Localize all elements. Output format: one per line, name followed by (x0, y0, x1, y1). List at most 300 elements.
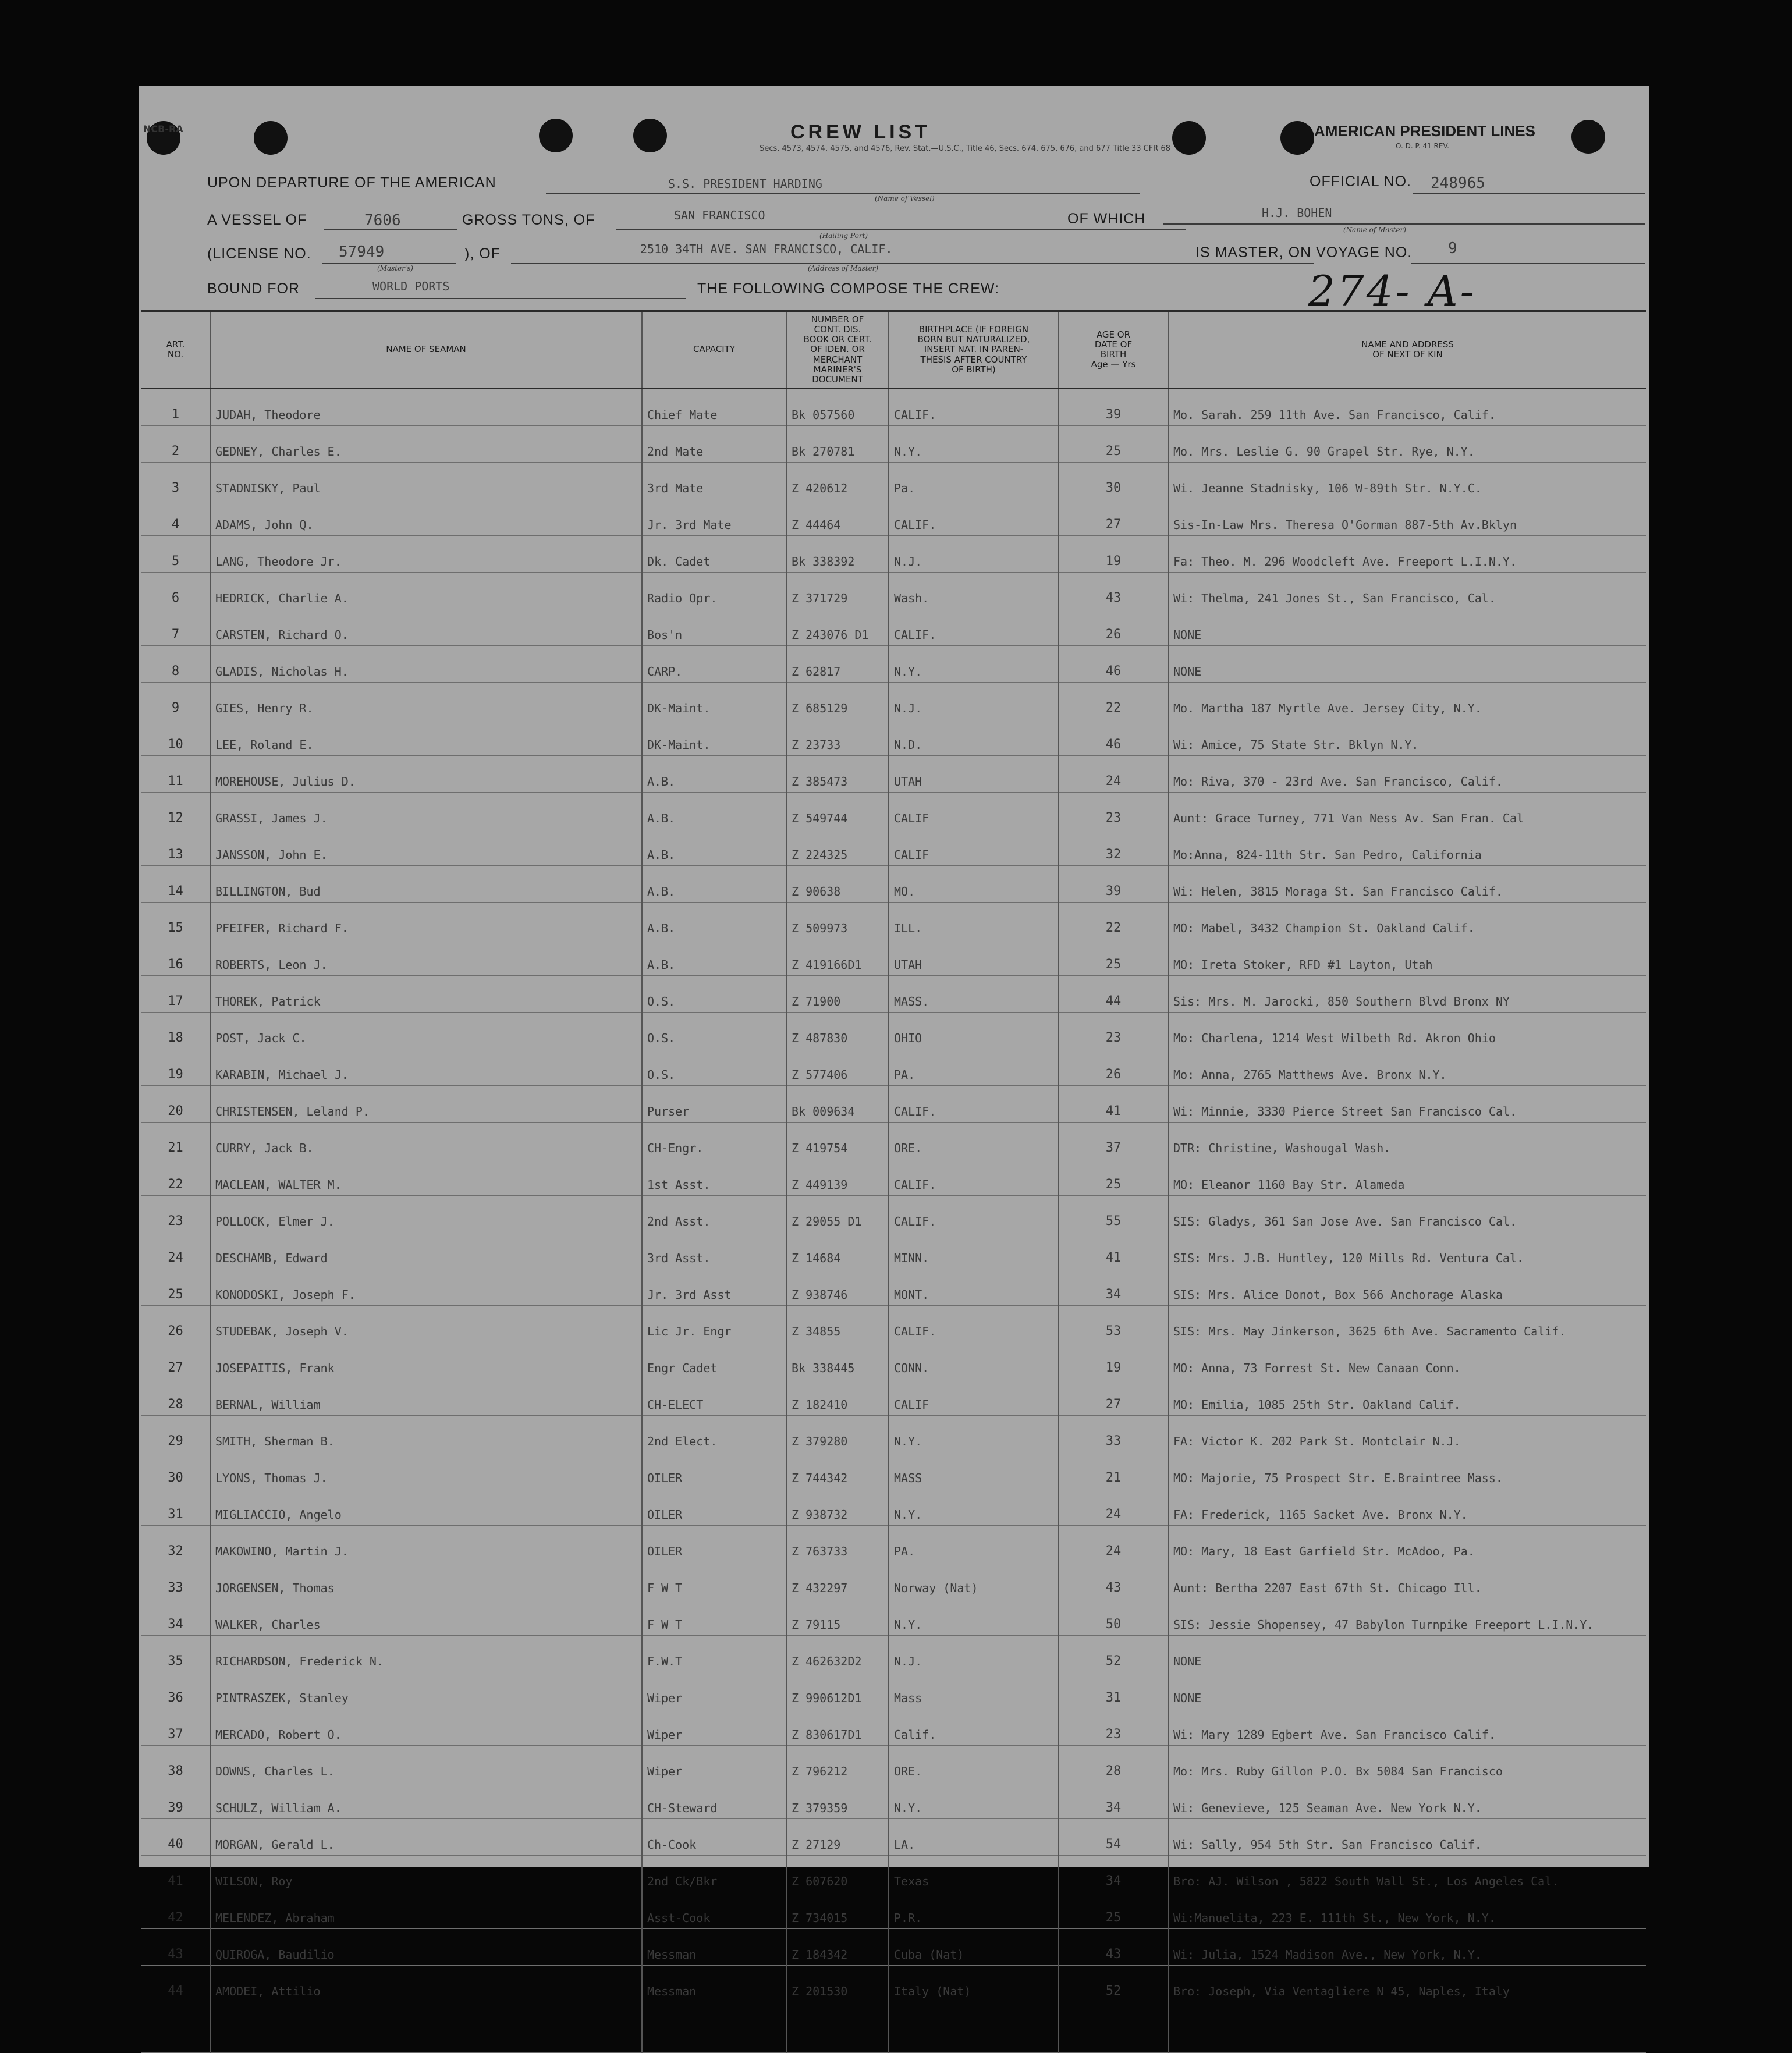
next-of-kin-cell: Mo. Mrs. Leslie G. 90 Grapel Str. Rye, N.Y. (1168, 426, 1646, 463)
age-cell: 19 (1059, 1342, 1168, 1379)
birthplace-cell: N.J. (889, 683, 1059, 719)
table-row (141, 1196, 1646, 1232)
gross-tons: 7606 (364, 212, 401, 229)
capacity-cell: 2nd Mate (642, 426, 786, 463)
capacity-cell: CARP. (642, 646, 786, 683)
birthplace-cell: N.Y. (889, 1599, 1059, 1636)
birthplace-cell: Norway (Nat) (889, 1562, 1059, 1599)
table-header-row (141, 311, 1646, 389)
art-no-cell: 13 (141, 829, 210, 866)
age-cell: 37 (1059, 1123, 1168, 1159)
age-cell: 30 (1059, 463, 1168, 499)
art-no-cell: 17 (141, 976, 210, 1013)
art-no-cell: 12 (141, 793, 210, 829)
document-number-cell: Z 830617D1 (786, 1709, 889, 1746)
art-no-cell: 28 (141, 1379, 210, 1416)
birthplace-cell: Mass (889, 1672, 1059, 1709)
art-no-cell: 4 (141, 499, 210, 536)
next-of-kin-cell: SIS: Jessie Shopensey, 47 Babylon Turnpike Freeport L.I.N.Y. (1168, 1599, 1646, 1636)
table-row (141, 976, 1646, 1013)
capacity-cell: O.S. (642, 1049, 786, 1086)
birthplace-cell: MASS. (889, 976, 1059, 1013)
age-cell: 28 (1059, 1746, 1168, 1782)
next-of-kin-cell: Mo: Riva, 370 - 23rd Ave. San Francisco, Calif. (1168, 756, 1646, 793)
table-row (141, 1123, 1646, 1159)
art-no-cell: 16 (141, 939, 210, 976)
seaman-name-cell: GLADIS, Nicholas H. (210, 646, 642, 683)
capacity-cell: CH-Engr. (642, 1123, 786, 1159)
seaman-name-cell: QUIROGA, Baudilio (210, 1929, 642, 1966)
birthplace-cell: CALIF (889, 829, 1059, 866)
license-caption: (Master's) (377, 264, 414, 272)
table-row (141, 1636, 1646, 1672)
table-row (141, 939, 1646, 976)
table-row (141, 1929, 1646, 1966)
table-row (141, 1269, 1646, 1306)
license-of-label: ), OF (464, 246, 501, 262)
art-no-cell: 6 (141, 573, 210, 609)
vessel-name: S.S. PRESIDENT HARDING (668, 177, 822, 191)
seaman-name-cell: KARABIN, Michael J. (210, 1049, 642, 1086)
birthplace-cell: CALIF. (889, 1159, 1059, 1196)
age-cell: 52 (1059, 1636, 1168, 1672)
capacity-cell: A.B. (642, 829, 786, 866)
age-cell: 25 (1059, 1892, 1168, 1929)
seaman-name-cell: JORGENSEN, Thomas (210, 1562, 642, 1599)
seaman-name-cell: LYONS, Thomas J. (210, 1452, 642, 1489)
seaman-name-cell: JUDAH, Theodore (210, 389, 642, 426)
birthplace-cell: Texas (889, 1856, 1059, 1892)
document-number-cell: Z 607620 (786, 1856, 889, 1892)
art-no-cell: 34 (141, 1599, 210, 1636)
art-no-cell: 9 (141, 683, 210, 719)
document-number-cell: Z 509973 (786, 903, 889, 939)
seaman-name-cell: POST, Jack C. (210, 1013, 642, 1049)
art-no-cell: 7 (141, 609, 210, 646)
art-no-cell: 2 (141, 426, 210, 463)
birthplace-cell: PA. (889, 1049, 1059, 1086)
capacity-cell: A.B. (642, 793, 786, 829)
age-cell: 43 (1059, 1929, 1168, 1966)
empty-cell (210, 2002, 642, 2053)
next-of-kin-cell: Fa: Theo. M. 296 Woodcleft Ave. Freeport L.I.N.Y. (1168, 536, 1646, 573)
age-cell: 34 (1059, 1269, 1168, 1306)
document-number-cell: Z 577406 (786, 1049, 889, 1086)
table-row (141, 903, 1646, 939)
next-of-kin-cell: Mo. Martha 187 Myrtle Ave. Jersey City, N.Y. (1168, 683, 1646, 719)
capacity-cell: 2nd Ck/Bkr (642, 1856, 786, 1892)
age-cell: 24 (1059, 1489, 1168, 1526)
capacity-cell: Asst-Cook (642, 1892, 786, 1929)
document-number-cell: Z 182410 (786, 1379, 889, 1416)
vessel-name-caption: (Name of Vessel) (875, 194, 935, 203)
next-of-kin-cell: Wi: Julia, 1524 Madison Ave., New York, N.Y. (1168, 1929, 1646, 1966)
art-no-cell: 39 (141, 1782, 210, 1819)
document-number-cell: Z 462632D2 (786, 1636, 889, 1672)
table-row (141, 463, 1646, 499)
capacity-cell: OILER (642, 1489, 786, 1526)
birthplace-cell: N.Y. (889, 646, 1059, 683)
next-of-kin-cell: Mo: Charlena, 1214 West Wilbeth Rd. Akron Ohio (1168, 1013, 1646, 1049)
art-no-cell: 25 (141, 1269, 210, 1306)
art-no-cell: 15 (141, 903, 210, 939)
table-row (141, 1819, 1646, 1856)
seaman-name-cell: POLLOCK, Elmer J. (210, 1196, 642, 1232)
birthplace-cell: N.Y. (889, 1416, 1059, 1452)
capacity-cell: 3rd Mate (642, 463, 786, 499)
birthplace-cell: CALIF. (889, 1196, 1059, 1232)
birthplace-cell: Calif. (889, 1709, 1059, 1746)
crew-table (141, 310, 1646, 2053)
age-cell: 27 (1059, 499, 1168, 536)
art-no-cell: 11 (141, 756, 210, 793)
seaman-name-cell: MAKOWINO, Martin J. (210, 1526, 642, 1562)
birthplace-cell: CALIF. (889, 499, 1059, 536)
birthplace-cell: MONT. (889, 1269, 1059, 1306)
master-name: H.J. BOHEN (1262, 206, 1332, 220)
seaman-name-cell: WALKER, Charles (210, 1599, 642, 1636)
statute-reference: Secs. 4573, 4574, 4575, and 4576, Rev. Stat.—U.S.C., Title 46, Secs. 674, 675, 676, and 677 Title 33 CFR 68 (760, 144, 1170, 153)
age-cell: 31 (1059, 1672, 1168, 1709)
next-of-kin-cell: Wi: Helen, 3815 Moraga St. San Francisco Calif. (1168, 866, 1646, 903)
table-row (141, 536, 1646, 573)
age-cell: 22 (1059, 903, 1168, 939)
col-next-of-kin: NAME AND ADDRESS OF NEXT OF KIN (1168, 311, 1646, 389)
table-row (141, 793, 1646, 829)
next-of-kin-cell: SIS: Mrs. J.B. Huntley, 120 Mills Rd. Ventura Cal. (1168, 1232, 1646, 1269)
document-number-cell: Z 71900 (786, 976, 889, 1013)
capacity-cell: Dk. Cadet (642, 536, 786, 573)
document-number-cell: Z 432297 (786, 1562, 889, 1599)
seaman-name-cell: KONODOSKI, Joseph F. (210, 1269, 642, 1306)
capacity-cell: DK-Maint. (642, 719, 786, 756)
document-number-cell: Bk 338392 (786, 536, 889, 573)
punch-hole (539, 119, 573, 152)
document-number-cell: Bk 057560 (786, 389, 889, 426)
age-cell: 25 (1059, 1159, 1168, 1196)
next-of-kin-cell: Wi: Thelma, 241 Jones St., San Francisco, Cal. (1168, 573, 1646, 609)
table-row (141, 499, 1646, 536)
capacity-cell: F.W.T (642, 1636, 786, 1672)
age-cell: 26 (1059, 1049, 1168, 1086)
art-no-cell: 32 (141, 1526, 210, 1562)
table-row (141, 609, 1646, 646)
birthplace-cell: N.Y. (889, 426, 1059, 463)
art-no-cell: 35 (141, 1636, 210, 1672)
capacity-cell: F W T (642, 1562, 786, 1599)
document-number-cell: Z 23733 (786, 719, 889, 756)
capacity-cell: O.S. (642, 1013, 786, 1049)
capacity-cell: OILER (642, 1452, 786, 1489)
birthplace-cell: ORE. (889, 1123, 1059, 1159)
age-cell: 46 (1059, 719, 1168, 756)
master-address: 2510 34TH AVE. SAN FRANCISCO, CALIF. (640, 242, 893, 256)
seaman-name-cell: MIGLIACCIO, Angelo (210, 1489, 642, 1526)
next-of-kin-cell: Bro: AJ. Wilson , 5822 South Wall St., Los Angeles Cal. (1168, 1856, 1646, 1892)
seaman-name-cell: BILLINGTON, Bud (210, 866, 642, 903)
birthplace-cell: N.Y. (889, 1782, 1059, 1819)
art-no-cell: 1 (141, 389, 210, 426)
next-of-kin-cell: Wi: Amice, 75 State Str. Bklyn N.Y. (1168, 719, 1646, 756)
license-label: (LICENSE NO. (207, 246, 311, 262)
seaman-name-cell: MORGAN, Gerald L. (210, 1819, 642, 1856)
capacity-cell: Jr. 3rd Mate (642, 499, 786, 536)
document-number-cell: Z 734015 (786, 1892, 889, 1929)
next-of-kin-cell: FA: Victor K. 202 Park St. Montclair N.J. (1168, 1416, 1646, 1452)
form-number: NCB-RA (143, 123, 183, 134)
license-no: 57949 (339, 243, 385, 261)
empty-cell (889, 2002, 1059, 2053)
following-compose-label: THE FOLLOWING COMPOSE THE CREW: (697, 280, 1000, 297)
table-row (141, 1306, 1646, 1342)
official-no-label: OFFICIAL NO. (1310, 173, 1411, 190)
next-of-kin-cell: MO: Mabel, 3432 Champion St. Oakland Calif. (1168, 903, 1646, 939)
crew-list-sheet (139, 86, 1649, 1998)
empty-cell (642, 2002, 786, 2053)
col-birthplace: BIRTHPLACE (IF FOREIGN BORN BUT NATURALIZED, INSERT NAT. IN PAREN- THESIS AFTER COUNTRY OF BIRTH) (889, 311, 1059, 389)
birthplace-cell: MASS (889, 1452, 1059, 1489)
voyage-no: 9 (1448, 240, 1457, 257)
art-no-cell: 31 (141, 1489, 210, 1526)
document-number-cell: Z 371729 (786, 573, 889, 609)
birthplace-cell: MO. (889, 866, 1059, 903)
next-of-kin-cell: SIS: Mrs. Alice Donot, Box 566 Anchorage Alaska (1168, 1269, 1646, 1306)
next-of-kin-cell: NONE (1168, 1672, 1646, 1709)
art-no-cell: 33 (141, 1562, 210, 1599)
capacity-cell: 2nd Elect. (642, 1416, 786, 1452)
next-of-kin-cell: Wi: Genevieve, 125 Seaman Ave. New York N.Y. (1168, 1782, 1646, 1819)
empty-cell (1059, 2002, 1168, 2053)
birthplace-cell: UTAH (889, 756, 1059, 793)
birthplace-cell: OHIO (889, 1013, 1059, 1049)
document-number-cell: Z 938746 (786, 1269, 889, 1306)
capacity-cell: A.B. (642, 903, 786, 939)
of-which-label: OF WHICH (1067, 211, 1146, 227)
next-of-kin-cell: NONE (1168, 1636, 1646, 1672)
table-row (141, 1416, 1646, 1452)
upon-departure-label: UPON DEPARTURE OF THE AMERICAN (207, 175, 496, 191)
seaman-name-cell: WILSON, Roy (210, 1856, 642, 1892)
document-number-cell: Z 487830 (786, 1013, 889, 1049)
art-no-cell: 3 (141, 463, 210, 499)
seaman-name-cell: MERCADO, Robert O. (210, 1709, 642, 1746)
capacity-cell: CH-ELECT (642, 1379, 786, 1416)
table-row (141, 756, 1646, 793)
next-of-kin-cell: MO: Majorie, 75 Prospect Str. E.Braintree Mass. (1168, 1452, 1646, 1489)
age-cell: 52 (1059, 1966, 1168, 2002)
age-cell: 24 (1059, 1526, 1168, 1562)
document-number-cell: Z 990612D1 (786, 1672, 889, 1709)
age-cell: 34 (1059, 1782, 1168, 1819)
seaman-name-cell: RICHARDSON, Frederick N. (210, 1636, 642, 1672)
document-number-cell: Z 685129 (786, 683, 889, 719)
table-row (141, 1599, 1646, 1636)
art-no-cell: 23 (141, 1196, 210, 1232)
age-cell: 43 (1059, 1562, 1168, 1599)
age-cell: 26 (1059, 609, 1168, 646)
document-number-cell: Z 34855 (786, 1306, 889, 1342)
seaman-name-cell: MELENDEZ, Abraham (210, 1892, 642, 1929)
capacity-cell: Bos'n (642, 609, 786, 646)
art-no-cell: 38 (141, 1746, 210, 1782)
document-number-cell: Z 420612 (786, 463, 889, 499)
birthplace-cell: CALIF (889, 1379, 1059, 1416)
age-cell: 21 (1059, 1452, 1168, 1489)
document-number-cell: Z 79115 (786, 1599, 889, 1636)
capacity-cell: F W T (642, 1599, 786, 1636)
next-of-kin-cell: MO: Emilia, 1085 25th Str. Oakland Calif. (1168, 1379, 1646, 1416)
age-cell: 41 (1059, 1232, 1168, 1269)
table-row (141, 646, 1646, 683)
table-row (141, 1709, 1646, 1746)
art-no-cell: 40 (141, 1819, 210, 1856)
seaman-name-cell: GIES, Henry R. (210, 683, 642, 719)
art-no-cell: 26 (141, 1306, 210, 1342)
art-no-cell: 42 (141, 1892, 210, 1929)
age-cell: 39 (1059, 866, 1168, 903)
birthplace-cell: Cuba (Nat) (889, 1929, 1059, 1966)
bound-for: WORLD PORTS (372, 279, 450, 293)
capacity-cell: O.S. (642, 976, 786, 1013)
capacity-cell: Wiper (642, 1709, 786, 1746)
document-number-cell: Bk 009634 (786, 1086, 889, 1123)
capacity-cell: Messman (642, 1929, 786, 1966)
age-cell: 41 (1059, 1086, 1168, 1123)
empty-cell (1168, 2002, 1646, 2053)
next-of-kin-cell: MO: Ireta Stoker, RFD #1 Layton, Utah (1168, 939, 1646, 976)
age-cell: 22 (1059, 683, 1168, 719)
table-row (141, 1526, 1646, 1562)
art-no-cell: 10 (141, 719, 210, 756)
seaman-name-cell: DOWNS, Charles L. (210, 1746, 642, 1782)
next-of-kin-cell: Aunt: Bertha 2207 East 67th St. Chicago Ill. (1168, 1562, 1646, 1599)
age-cell: 54 (1059, 1819, 1168, 1856)
next-of-kin-cell: Aunt: Grace Turney, 771 Van Ness Av. San Fran. Cal (1168, 793, 1646, 829)
next-of-kin-cell: NONE (1168, 609, 1646, 646)
document-number-cell: Bk 270781 (786, 426, 889, 463)
seaman-name-cell: SMITH, Sherman B. (210, 1416, 642, 1452)
age-cell: 24 (1059, 756, 1168, 793)
capacity-cell: Ch-Cook (642, 1819, 786, 1856)
art-no-cell: 30 (141, 1452, 210, 1489)
seaman-name-cell: ROBERTS, Leon J. (210, 939, 642, 976)
art-no-cell: 36 (141, 1672, 210, 1709)
birthplace-cell: LA. (889, 1819, 1059, 1856)
age-cell: 33 (1059, 1416, 1168, 1452)
document-title: CREW LIST (790, 121, 931, 143)
birthplace-cell: Italy (Nat) (889, 1966, 1059, 2002)
capacity-cell: DK-Maint. (642, 683, 786, 719)
age-cell: 44 (1059, 976, 1168, 1013)
table-row (141, 426, 1646, 463)
table-row (141, 829, 1646, 866)
capacity-cell: 1st Asst. (642, 1159, 786, 1196)
document-number-cell: Z 763733 (786, 1526, 889, 1562)
bound-for-label: BOUND FOR (207, 280, 300, 297)
next-of-kin-cell: SIS: Gladys, 361 San Jose Ave. San Francisco Cal. (1168, 1196, 1646, 1232)
seaman-name-cell: PFEIFER, Richard F. (210, 903, 642, 939)
seaman-name-cell: CURRY, Jack B. (210, 1123, 642, 1159)
seaman-name-cell: ADAMS, John Q. (210, 499, 642, 536)
col-document: NUMBER OF CONT. DIS. BOOK OR CERT. OF IDEN. OR MERCHANT MARINER'S DOCUMENT (786, 311, 889, 389)
company-name: AMERICAN PRESIDENT LINES (1314, 122, 1535, 140)
birthplace-cell: N.D. (889, 719, 1059, 756)
next-of-kin-cell: Wi: Sally, 954 5th Str. San Francisco Calif. (1168, 1819, 1646, 1856)
age-cell: 43 (1059, 573, 1168, 609)
hailing-port: SAN FRANCISCO (674, 208, 765, 222)
seaman-name-cell: JOSEPAITIS, Frank (210, 1342, 642, 1379)
art-no-cell: 44 (141, 1966, 210, 2002)
seaman-name-cell: GEDNEY, Charles E. (210, 426, 642, 463)
next-of-kin-cell: Mo: Mrs. Ruby Gillon P.O. Bx 5084 San Francisco (1168, 1746, 1646, 1782)
next-of-kin-cell: Mo. Sarah. 259 11th Ave. San Francisco, Calif. (1168, 389, 1646, 426)
document-number-cell: Z 744342 (786, 1452, 889, 1489)
punch-hole (254, 121, 288, 155)
age-cell: 27 (1059, 1379, 1168, 1416)
capacity-cell: Jr. 3rd Asst (642, 1269, 786, 1306)
is-master-label: IS MASTER, ON VOYAGE NO. (1195, 244, 1413, 261)
document-number-cell: Z 938732 (786, 1489, 889, 1526)
art-no-cell: 43 (141, 1929, 210, 1966)
capacity-cell: Engr Cadet (642, 1342, 786, 1379)
handwritten-annotation: 274- A- (1308, 267, 1477, 315)
capacity-cell: OILER (642, 1526, 786, 1562)
birthplace-cell: MINN. (889, 1232, 1059, 1269)
table-row (141, 1452, 1646, 1489)
seaman-name-cell: STADNISKY, Paul (210, 463, 642, 499)
next-of-kin-cell: MO: Anna, 73 Forrest St. New Canaan Conn. (1168, 1342, 1646, 1379)
table-row (141, 1892, 1646, 1929)
art-no-cell: 41 (141, 1856, 210, 1892)
birthplace-cell: Pa. (889, 463, 1059, 499)
table-row (141, 1856, 1646, 1892)
capacity-cell: Chief Mate (642, 389, 786, 426)
age-cell: 46 (1059, 646, 1168, 683)
table-row (141, 1086, 1646, 1123)
art-no-cell: 18 (141, 1013, 210, 1049)
document-number-cell: Z 201530 (786, 1966, 889, 2002)
seaman-name-cell: THOREK, Patrick (210, 976, 642, 1013)
next-of-kin-cell: Mo:Anna, 824-11th Str. San Pedro, California (1168, 829, 1646, 866)
age-cell: 34 (1059, 1856, 1168, 1892)
table-row (141, 866, 1646, 903)
next-of-kin-cell: MO: Eleanor 1160 Bay Str. Alameda (1168, 1159, 1646, 1196)
seaman-name-cell: MACLEAN, WALTER M. (210, 1159, 642, 1196)
next-of-kin-cell: FA: Frederick, 1165 Sacket Ave. Bronx N.Y. (1168, 1489, 1646, 1526)
document-number-cell: Z 14684 (786, 1232, 889, 1269)
art-no-cell: 24 (141, 1232, 210, 1269)
gross-tons-label: GROSS TONS, OF (462, 212, 595, 228)
document-number-cell: Bk 338445 (786, 1342, 889, 1379)
capacity-cell: 3rd Asst. (642, 1232, 786, 1269)
official-no: 248965 (1431, 175, 1485, 192)
birthplace-cell: CALIF. (889, 389, 1059, 426)
a-vessel-of-label: A VESSEL OF (207, 212, 307, 228)
next-of-kin-cell: DTR: Christine, Washougal Wash. (1168, 1123, 1646, 1159)
next-of-kin-cell: NONE (1168, 646, 1646, 683)
next-of-kin-cell: Sis: Mrs. M. Jarocki, 850 Southern Blvd Bronx NY (1168, 976, 1646, 1013)
capacity-cell: CH-Steward (642, 1782, 786, 1819)
seaman-name-cell: DESCHAMB, Edward (210, 1232, 642, 1269)
seaman-name-cell: AMODEI, Attilio (210, 1966, 642, 2002)
table-row (141, 1966, 1646, 2002)
seaman-name-cell: SCHULZ, William A. (210, 1782, 642, 1819)
art-no-cell: 14 (141, 866, 210, 903)
capacity-cell: Wiper (642, 1746, 786, 1782)
next-of-kin-cell: MO: Mary, 18 East Garfield Str. McAdoo, Pa. (1168, 1526, 1646, 1562)
document-number-cell: Z 419754 (786, 1123, 889, 1159)
capacity-cell: A.B. (642, 756, 786, 793)
